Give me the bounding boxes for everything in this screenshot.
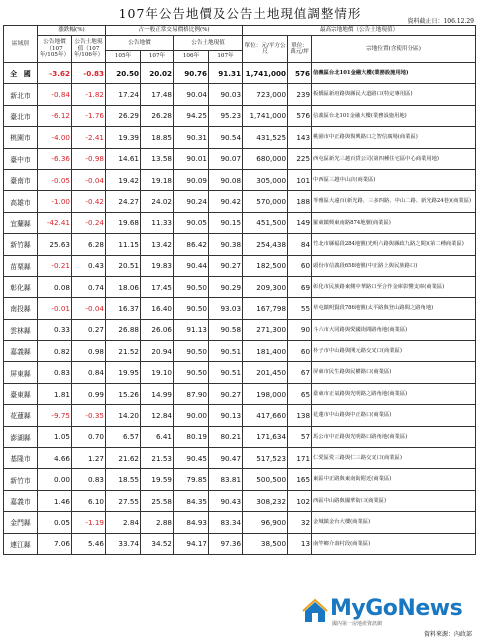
cell-ratio-value-107: 90.15 [209,212,243,233]
land-value-table [3,25,476,555]
cell-ratio-value-107: 90.51 [209,341,243,362]
cell-ratio-price-107: 19.83 [141,255,174,276]
cell-ratio-value-107: 90.38 [209,234,243,255]
cell-max-price-ping: 165 [288,469,312,490]
cell-max-price: 517,523 [243,448,288,469]
cell-max-price-ping: 55 [288,298,312,319]
cell-max-price: 1,741,000 [243,105,288,126]
cell-rate-land-value: -0.04 [72,169,106,190]
cell-region: 彰化縣 [4,276,38,297]
cell-rate-land-price: -4.00 [38,127,72,148]
cell-max-price: 431,525 [243,127,288,148]
cell-ratio-price-107: 13.58 [141,148,174,169]
cell-ratio-price-105: 20.50 [106,63,141,84]
cell-max-location: 南竿鄉介壽村段(商業區) [312,533,476,554]
watermark [302,596,474,626]
cell-rate-land-value: 0.84 [72,362,106,383]
cell-max-price: 254,438 [243,234,288,255]
cell-max-price-ping: 188 [288,191,312,212]
cell-max-price: 181,400 [243,341,288,362]
cell-ratio-price-107: 34.52 [141,533,174,554]
cell-max-location: 信義區台北101金融大樓(業務設施用地) [312,63,476,84]
cell-rate-land-value: 6.10 [72,490,106,511]
cell-max-price-ping: 149 [288,212,312,233]
cell-ratio-price-105: 17.24 [106,84,141,105]
cell-max-location: 竹北市縣福段284地號(光明六路與縣政九路之間)(第二種商業區) [312,234,476,255]
cell-max-location: 西區中山路與國華街口(商業區) [312,490,476,511]
cell-rate-land-value: -0.83 [72,63,106,84]
header-year-107b: 107年 [209,51,243,63]
document-title: 107年公告地價及公告土地現值調整情形 [118,6,362,21]
table-row [4,234,476,255]
cell-max-price-ping: 102 [288,490,312,511]
cell-max-location: 信義區台北101金融大樓(業務設施用地) [312,105,476,126]
cell-rate-land-price: 7.06 [38,533,72,554]
header-rate-land-price: 公告地價（107年/105年） [38,36,72,63]
cell-ratio-price-105: 15.26 [106,383,141,404]
cell-rate-land-price: -6.12 [38,105,72,126]
cell-ratio-price-107: 20.94 [141,341,174,362]
cell-rate-land-price: 0.00 [38,469,72,490]
cell-ratio-value-107: 90.54 [209,127,243,148]
cell-ratio-price-107: 19.59 [141,469,174,490]
cell-ratio-value-106: 90.01 [174,148,209,169]
cell-ratio-value-106: 90.00 [174,405,209,426]
cell-ratio-price-107: 6.41 [141,426,174,447]
cell-ratio-price-105: 18.55 [106,469,141,490]
cell-ratio-price-107: 26.06 [141,319,174,340]
cell-rate-land-price: -1.00 [38,191,72,212]
cell-rate-land-price: 1.46 [38,490,72,511]
cell-max-price-ping: 60 [288,255,312,276]
cell-max-price-ping: 13 [288,533,312,554]
cell-ratio-price-105: 21.52 [106,341,141,362]
header-rate-group: 漲跌幅(%) [38,26,106,36]
cell-max-price: 1,741,000 [243,63,288,84]
cell-max-price: 182,500 [243,255,288,276]
cell-rate-land-price: 0.82 [38,341,72,362]
cell-ratio-price-105: 6.57 [106,426,141,447]
cell-max-price-ping: 576 [288,63,312,84]
cell-region: 南投縣 [4,298,38,319]
cell-max-price: 201,450 [243,362,288,383]
cell-rate-land-value: 0.43 [72,255,106,276]
cell-max-price: 417,660 [243,405,288,426]
cell-rate-land-price: -0.21 [38,255,72,276]
cell-max-price-ping: 225 [288,148,312,169]
cell-ratio-price-105: 19.42 [106,169,141,190]
header-max-group: 最高宗地地價（公告土地現值） [243,26,476,36]
cell-rate-land-value: 0.98 [72,341,106,362]
cell-ratio-price-105: 26.88 [106,319,141,340]
cell-max-location: 馬公市中正路與光明路口路角地(商業區) [312,426,476,447]
header-year-105: 105年 [106,51,141,63]
table-row [4,469,476,490]
cell-ratio-price-107: 17.48 [141,84,174,105]
cell-rate-land-price: 1.05 [38,426,72,447]
cell-ratio-value-106: 84.93 [174,512,209,533]
cell-ratio-value-107: 91.31 [209,63,243,84]
cell-ratio-price-105: 19.95 [106,362,141,383]
cell-max-location: 彰化市民族路東側中華路口至合作金庫影響支庫(商業區) [312,276,476,297]
table-row [4,105,476,126]
cell-rate-land-price: -0.01 [38,298,72,319]
table-row [4,448,476,469]
cell-ratio-value-106: 90.24 [174,191,209,212]
table-row [4,127,476,148]
cell-rate-land-value: -1.82 [72,84,106,105]
cell-rate-land-price: -0.05 [38,169,72,190]
cell-max-location: 板橋區新府路與縣民大道路口(特定專用區) [312,84,476,105]
cell-ratio-value-106: 91.13 [174,319,209,340]
cell-ratio-value-106: 94.17 [174,533,209,554]
cell-ratio-value-106: 90.50 [174,276,209,297]
table-row [4,148,476,169]
cell-ratio-price-105: 20.51 [106,255,141,276]
cell-ratio-value-106: 90.04 [174,84,209,105]
header-ratio-group: 占一般正常交易價格比例(%) [106,26,243,36]
header-year-107a: 107年 [141,51,174,63]
cell-rate-land-value: 0.27 [72,319,106,340]
cell-region: 高雄市 [4,191,38,212]
table-row [4,169,476,190]
cell-rate-land-value: -0.24 [72,212,106,233]
cell-rate-land-price: -0.84 [38,84,72,105]
cell-max-price-ping: 57 [288,426,312,447]
header-max-price-ping: 單位：萬元/坪 [288,36,312,63]
cell-ratio-value-106: 90.76 [174,63,209,84]
cell-ratio-price-107: 26.28 [141,105,174,126]
cell-ratio-value-106: 90.50 [174,341,209,362]
header-rate-land-value: 公告土地現值（107年/106年） [72,36,106,63]
cell-ratio-value-107: 90.29 [209,276,243,297]
cell-ratio-value-106: 90.44 [174,255,209,276]
cell-max-price: 723,000 [243,84,288,105]
cell-ratio-price-105: 14.20 [106,405,141,426]
cell-rate-land-value: -2.41 [72,127,106,148]
table-row [4,341,476,362]
cell-max-price-ping: 84 [288,234,312,255]
header-region: 區域別 [4,26,38,63]
cell-ratio-price-105: 11.15 [106,234,141,255]
cell-region: 澎湖縣 [4,426,38,447]
cell-region: 臺南市 [4,169,38,190]
cell-region: 基隆市 [4,448,38,469]
table-row [4,255,476,276]
table-row [4,533,476,554]
cell-ratio-value-106: 84.35 [174,490,209,511]
cell-ratio-value-107: 93.03 [209,298,243,319]
cell-ratio-price-105: 27.55 [106,490,141,511]
cell-max-price-ping: 101 [288,169,312,190]
cell-max-price-ping: 67 [288,362,312,383]
cell-region: 花蓮縣 [4,405,38,426]
cell-max-price: 500,500 [243,469,288,490]
cell-rate-land-value: -0.98 [72,148,106,169]
cell-max-price: 167,798 [243,298,288,319]
cell-max-price: 271,300 [243,319,288,340]
cell-ratio-value-106: 87.90 [174,383,209,404]
house-logo-icon [302,598,328,624]
cell-ratio-value-106: 90.09 [174,169,209,190]
cell-ratio-value-106: 90.50 [174,362,209,383]
cell-ratio-price-105: 18.06 [106,276,141,297]
cell-region: 宜蘭縣 [4,212,38,233]
cell-max-price: 171,634 [243,426,288,447]
cell-max-location: 花蓮市中山路與中正路口(商業區) [312,405,476,426]
cell-max-price-ping: 65 [288,383,312,404]
header-year-106: 106年 [174,51,209,63]
cell-region: 臺東縣 [4,383,38,404]
table-row [4,383,476,404]
cell-ratio-value-107: 90.51 [209,362,243,383]
cell-ratio-price-107: 25.58 [141,490,174,511]
cell-ratio-value-107: 90.08 [209,169,243,190]
table-row [4,362,476,383]
cell-ratio-value-106: 86.42 [174,234,209,255]
cell-ratio-value-106: 79.85 [174,469,209,490]
cell-max-location: 東區中正路與東南街附近(商業區) [312,469,476,490]
cell-rate-land-price: -6.36 [38,148,72,169]
cell-ratio-value-106: 90.45 [174,448,209,469]
cell-rate-land-price: 25.63 [38,234,72,255]
cell-ratio-price-107: 12.84 [141,405,174,426]
cell-region: 桃園市 [4,127,38,148]
cell-max-location: 苓雅區大遠百(新光路、三多四路、中山二路、新光路24巷)(商業區) [312,191,476,212]
cell-ratio-value-107: 90.03 [209,84,243,105]
cell-rate-land-price: 0.08 [38,276,72,297]
cell-max-price: 38,500 [243,533,288,554]
cell-max-price: 96,900 [243,512,288,533]
cell-max-location: 金城鎮金台大樓(商業區) [312,512,476,533]
cell-max-price: 308,232 [243,490,288,511]
cell-ratio-value-106: 90.50 [174,298,209,319]
cell-ratio-value-106: 94.25 [174,105,209,126]
cell-max-location: 臺東市正氣路與光明路之路角地(商業區) [312,383,476,404]
watermark-subtitle: 國內第一房地產資訊網 [332,621,383,627]
table-row [4,63,476,84]
cell-max-location: 斗六市大同路與愛國街間路角地(商業區) [312,319,476,340]
cell-ratio-price-105: 26.29 [106,105,141,126]
cell-rate-land-price: -42.41 [38,212,72,233]
cell-region: 苗栗縣 [4,255,38,276]
cell-region: 雲林縣 [4,319,38,340]
cell-rate-land-price: 4.66 [38,448,72,469]
cell-ratio-value-107: 90.43 [209,490,243,511]
cell-ratio-value-107: 80.21 [209,426,243,447]
cell-ratio-price-107: 14.99 [141,383,174,404]
cell-ratio-value-107: 90.42 [209,191,243,212]
cell-ratio-price-105: 2.84 [106,512,141,533]
table-row [4,276,476,297]
cell-ratio-price-105: 14.61 [106,148,141,169]
cell-ratio-value-107: 90.07 [209,148,243,169]
cell-ratio-value-107: 90.47 [209,448,243,469]
cell-region: 新北市 [4,84,38,105]
cell-rate-land-price: 0.05 [38,512,72,533]
cell-max-price-ping: 138 [288,405,312,426]
cell-max-location: 頭份市信義段658地號(中正路上與民族路口) [312,255,476,276]
cell-max-location: 羅東鎮興東南路874地號(商業區) [312,212,476,233]
cell-ratio-value-106: 90.05 [174,212,209,233]
cell-max-price: 198,000 [243,383,288,404]
cell-max-price: 570,000 [243,191,288,212]
cell-region: 臺北市 [4,105,38,126]
cell-ratio-price-107: 18.85 [141,127,174,148]
header-ratio-land-value: 公告土地現值 [174,36,243,51]
cell-ratio-price-105: 24.27 [106,191,141,212]
cell-max-price-ping: 143 [288,127,312,148]
cell-rate-land-value: 0.99 [72,383,106,404]
cell-ratio-price-107: 17.45 [141,276,174,297]
watermark-brand: MyGoNews [330,596,463,621]
table-row [4,490,476,511]
cell-max-price-ping: 239 [288,84,312,105]
table-body [4,63,476,555]
cell-rate-land-price: 0.33 [38,319,72,340]
cell-rate-land-price: -9.75 [38,405,72,426]
cell-max-price: 209,300 [243,276,288,297]
table-row [4,319,476,340]
cell-rate-land-value: 6.28 [72,234,106,255]
cell-ratio-value-107: 90.27 [209,255,243,276]
cell-max-price-ping: 69 [288,276,312,297]
cell-max-location: 中西區三越中山店(商業區) [312,169,476,190]
cell-rate-land-price: -3.62 [38,63,72,84]
cell-region: 全 國 [4,63,38,84]
cell-ratio-price-107: 19.10 [141,362,174,383]
cell-ratio-price-107: 20.02 [141,63,174,84]
cell-rate-land-value: -1.76 [72,105,106,126]
cell-max-location: 草屯鎮明賢段786地號(太平路與登山路間之路角地) [312,298,476,319]
cell-ratio-value-107: 97.36 [209,533,243,554]
cell-rate-land-value: -1.19 [72,512,106,533]
cell-ratio-value-106: 80.19 [174,426,209,447]
cell-ratio-value-107: 95.23 [209,105,243,126]
data-source: 資料來源：內政部 [423,631,472,638]
cell-max-price: 451,500 [243,212,288,233]
header-ratio-land-price: 公告地價 [106,36,174,51]
cell-ratio-price-105: 19.68 [106,212,141,233]
cell-rate-land-value: 1.27 [72,448,106,469]
cell-ratio-price-107: 16.40 [141,298,174,319]
cell-ratio-price-107: 19.18 [141,169,174,190]
cell-max-price-ping: 90 [288,319,312,340]
cell-ratio-value-107: 90.58 [209,319,243,340]
cell-max-price-ping: 32 [288,512,312,533]
cell-max-price-ping: 171 [288,448,312,469]
cell-max-price: 680,000 [243,148,288,169]
table-row [4,298,476,319]
cell-max-price: 305,000 [243,169,288,190]
cell-max-location: 仁愛區愛三路與仁三路交叉口(商業區) [312,448,476,469]
cell-rate-land-value: 0.74 [72,276,106,297]
table-row [4,512,476,533]
cell-max-location: 西屯區新光三越百貨公司(第四種住宅區中心商業用地) [312,148,476,169]
cell-rate-land-value: 5.46 [72,533,106,554]
cell-region: 屏東縣 [4,362,38,383]
cell-rate-land-value: -0.04 [72,298,106,319]
cell-ratio-price-105: 21.62 [106,448,141,469]
cell-ratio-price-107: 24.02 [141,191,174,212]
cell-ratio-price-105: 19.39 [106,127,141,148]
table-row [4,84,476,105]
cell-ratio-price-107: 13.42 [141,234,174,255]
cell-ratio-value-107: 83.81 [209,469,243,490]
header-max-location: 宗地位置(含使用分區) [312,36,476,63]
cell-rate-land-value: -0.42 [72,191,106,212]
cell-ratio-price-105: 16.37 [106,298,141,319]
table-header [4,26,476,63]
cell-region: 嘉義市 [4,490,38,511]
cell-rate-land-price: 0.83 [38,362,72,383]
cell-max-price-ping: 60 [288,341,312,362]
cell-max-price-ping: 576 [288,105,312,126]
cell-region: 新竹縣 [4,234,38,255]
cell-region: 嘉義縣 [4,341,38,362]
cell-ratio-value-107: 90.13 [209,405,243,426]
cell-region: 金門縣 [4,512,38,533]
cell-ratio-value-107: 83.34 [209,512,243,533]
header-max-price: 單位：元/平方公尺 [243,36,288,63]
cell-max-location: 屏東市民生路與民權路口(商業區) [312,362,476,383]
cell-ratio-price-107: 11.33 [141,212,174,233]
cell-ratio-price-105: 33.74 [106,533,141,554]
table-row [4,212,476,233]
cell-ratio-value-106: 90.31 [174,127,209,148]
cell-ratio-value-107: 90.27 [209,383,243,404]
cell-rate-land-price: 1.81 [38,383,72,404]
cell-max-location: 桃園市中正路與復興路口之智信廣場(商業區) [312,127,476,148]
cell-max-location: 朴子市中山路與開元路交叉口(商業區) [312,341,476,362]
cell-rate-land-value: 0.70 [72,426,106,447]
table-row [4,405,476,426]
cell-region: 連江縣 [4,533,38,554]
cell-rate-land-value: 0.83 [72,469,106,490]
cell-ratio-price-107: 2.88 [141,512,174,533]
table-row [4,191,476,212]
cell-ratio-price-107: 21.53 [141,448,174,469]
cell-region: 臺中市 [4,148,38,169]
table-row [4,426,476,447]
as-of-date: 資料截止日：106.12.29 [407,18,474,25]
cell-rate-land-value: -0.35 [72,405,106,426]
cell-region: 新竹市 [4,469,38,490]
